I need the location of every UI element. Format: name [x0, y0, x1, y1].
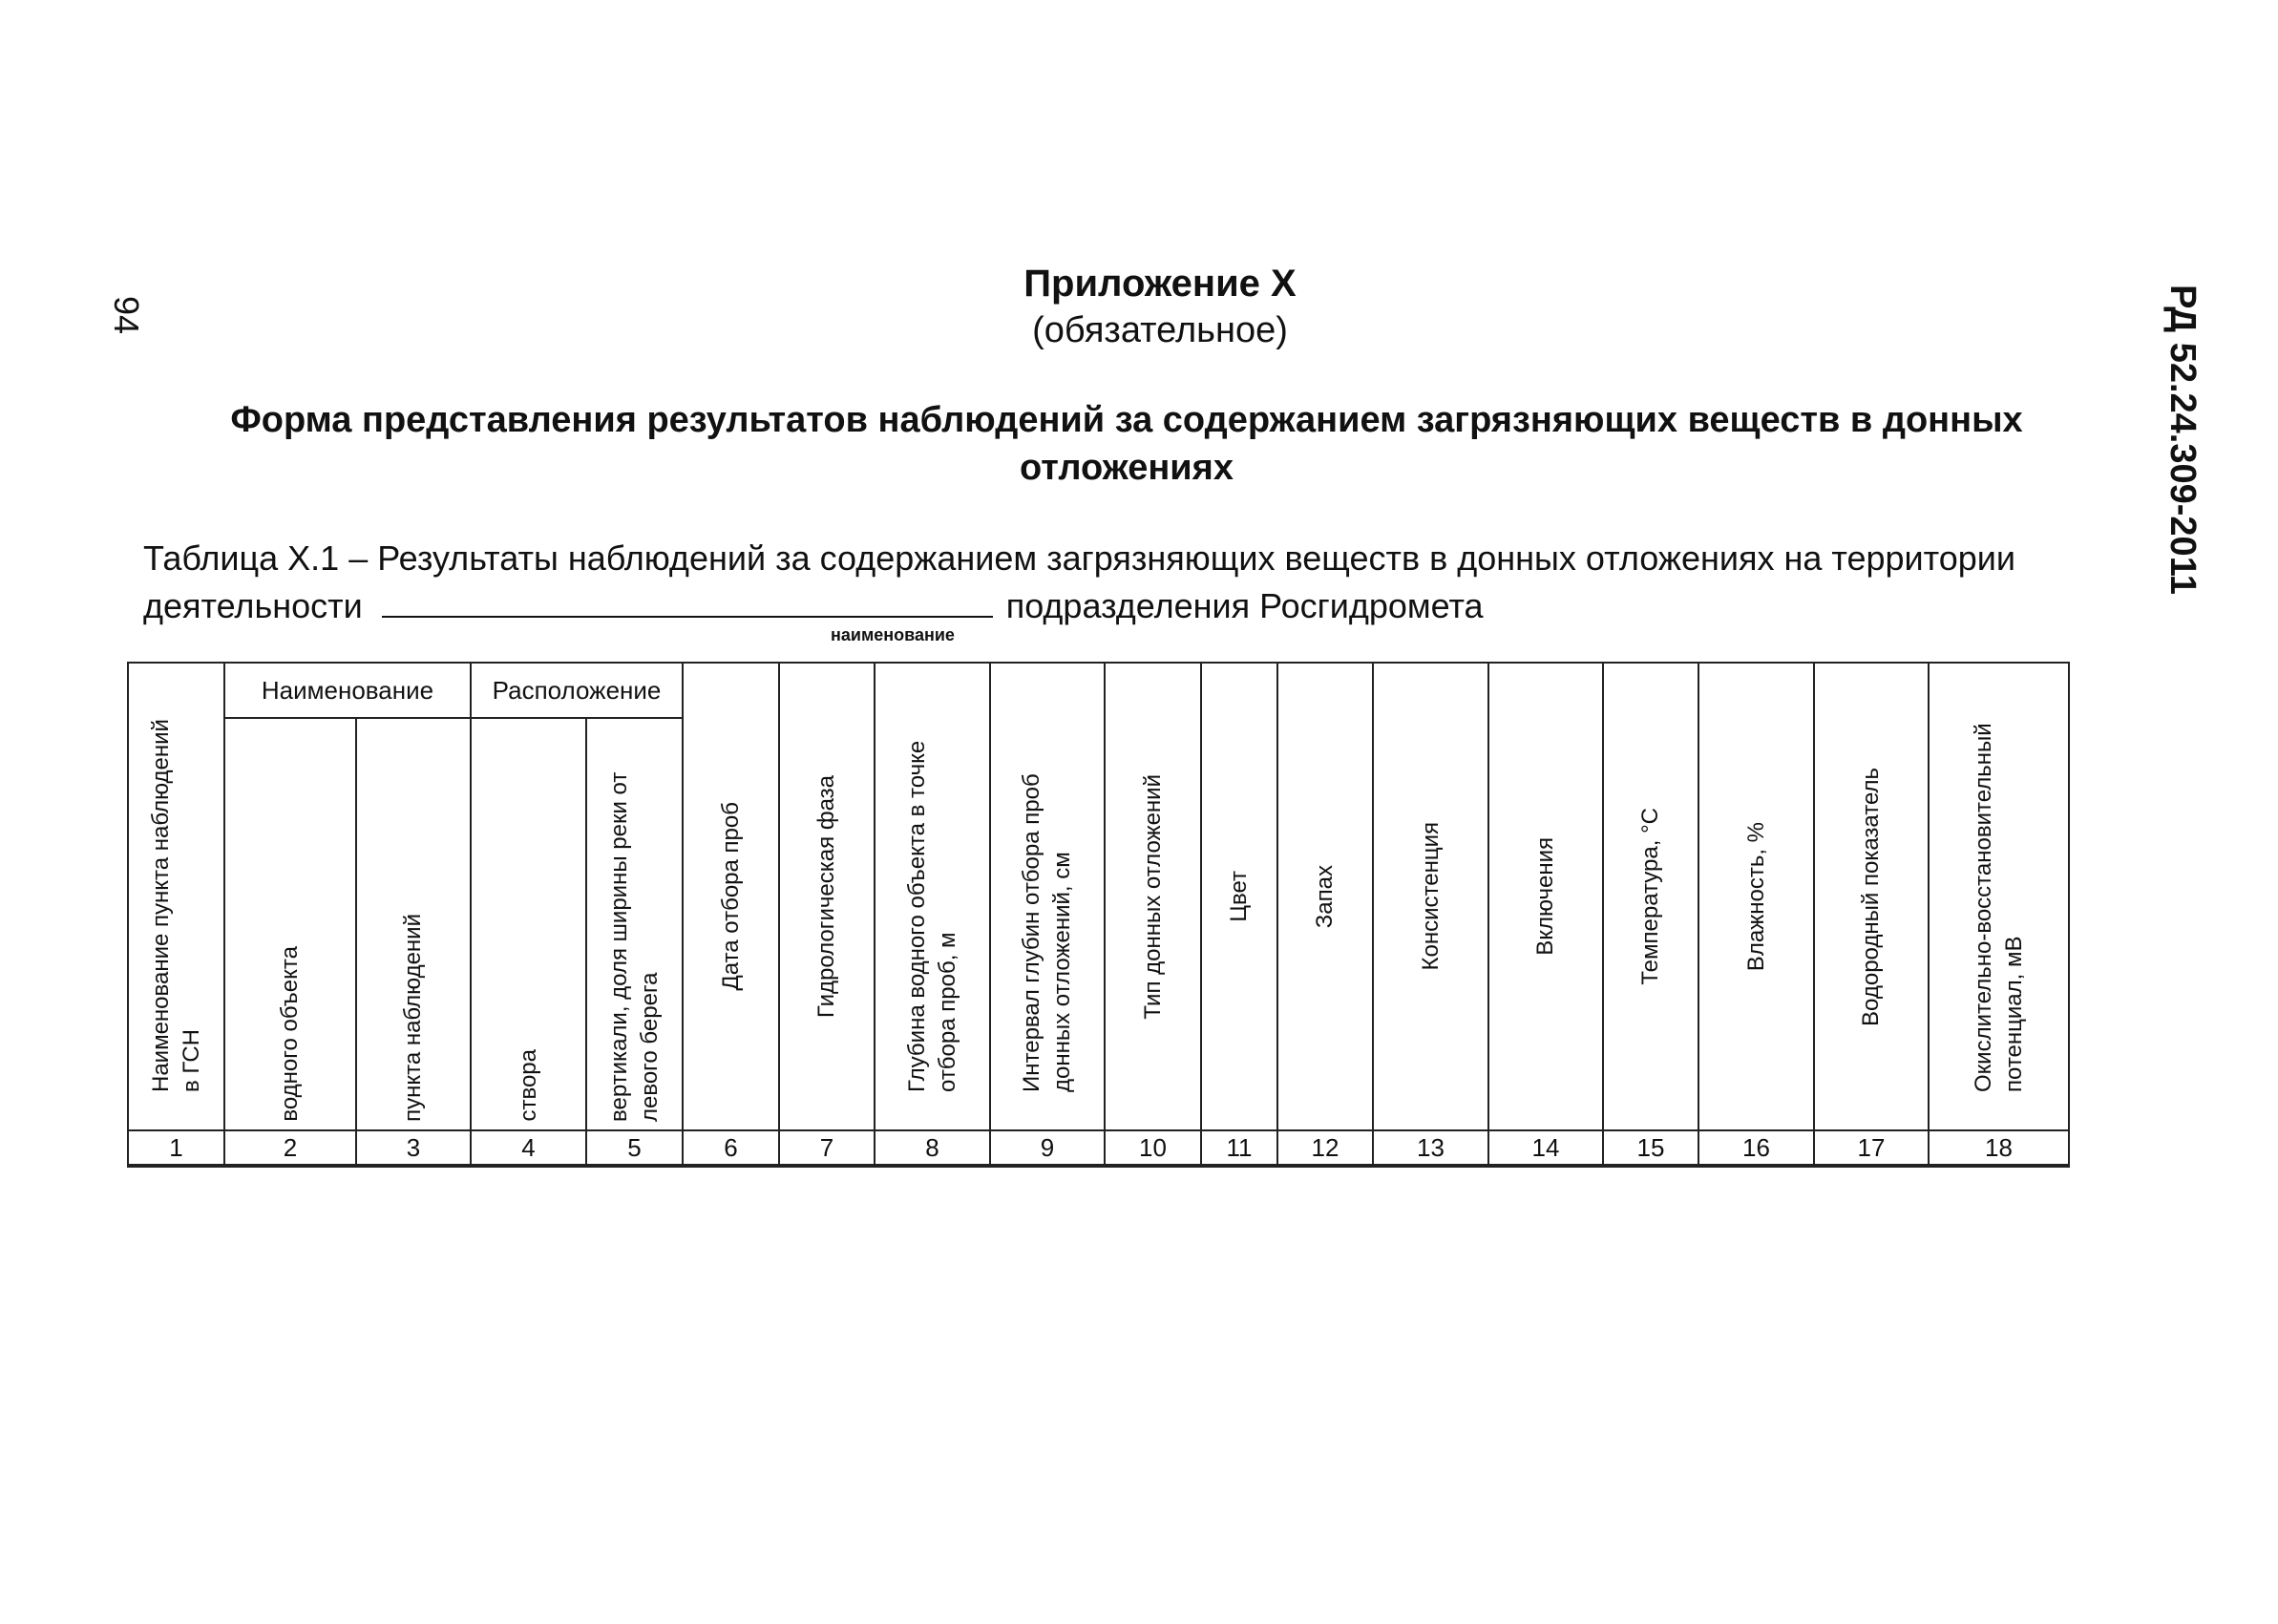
column-header: Тип донных отложений	[1105, 663, 1201, 1130]
column-number: 1	[128, 1130, 224, 1166]
column-number: 10	[1105, 1130, 1201, 1166]
column-number: 12	[1277, 1130, 1373, 1166]
column-header: Гидрологическая фаза	[779, 663, 875, 1130]
column-header: Окислительно-восстановительный потенциал, мВ	[1929, 663, 2069, 1130]
column-header: Температура, °С	[1603, 663, 1698, 1130]
document-code: РД 52.24.309-2011	[2162, 284, 2203, 595]
column-number: 16	[1698, 1130, 1814, 1166]
column-number: 15	[1603, 1130, 1698, 1166]
column-number: 13	[1373, 1130, 1488, 1166]
caption-blank-label: наименование	[831, 625, 955, 644]
column-number: 17	[1814, 1130, 1929, 1166]
column-header: Влажность, %	[1698, 663, 1814, 1130]
appendix-note: (обязательное)	[1032, 310, 1288, 350]
page-number: 94	[107, 295, 146, 335]
column-number: 7	[779, 1130, 875, 1166]
column-header: Водородный показатель	[1814, 663, 1929, 1130]
column-number: 11	[1201, 1130, 1277, 1166]
column-number: 9	[990, 1130, 1105, 1166]
column-header: Глубина водного объекта в точке отбора проб, м	[875, 663, 990, 1130]
column-header: створа	[471, 718, 586, 1130]
column-header: Консистенция	[1373, 663, 1488, 1130]
column-number: 4	[471, 1130, 586, 1166]
appendix-title: Приложение Х	[1023, 263, 1297, 305]
column-header: водного объекта	[224, 718, 356, 1130]
results-table	[127, 662, 2070, 1168]
column-number: 5	[586, 1130, 683, 1166]
column-number: 18	[1929, 1130, 2069, 1166]
form-title: Форма представления результатов наблюдений за содержанием загрязняющих веществ в донных отложениях	[230, 400, 2023, 488]
column-number: 2	[224, 1130, 356, 1166]
caption-blank-line	[382, 587, 993, 618]
column-header: Цвет	[1201, 663, 1277, 1130]
column-number: 6	[683, 1130, 779, 1166]
table-group-row	[128, 663, 2069, 718]
group-header-location: Расположение	[471, 663, 683, 718]
column-header: Интервал глубин отбора проб донных отложений, см	[990, 663, 1105, 1130]
column-header: Запах	[1277, 663, 1373, 1130]
caption-text-after: подразделения Росгидромета	[1005, 586, 1484, 625]
table-caption	[143, 535, 2110, 630]
group-header-name: Наименование	[224, 663, 471, 718]
column-header: Дата отбора проб	[683, 663, 779, 1130]
column-number: 8	[875, 1130, 990, 1166]
caption-text-before: Таблица Х.1 – Результаты наблюдений за содержанием загрязняющих веществ в донных отложениях на территории деятельности	[143, 538, 2015, 625]
column-header: Наименование пункта наблюдений в ГСН	[128, 663, 224, 1130]
column-header: Включения	[1488, 663, 1603, 1130]
column-number: 3	[356, 1130, 471, 1166]
column-header: пункта наблюдений	[356, 718, 471, 1130]
column-header: вертикали, доля ширины реки от левого берега	[586, 718, 683, 1130]
column-number-row	[128, 1130, 2069, 1166]
column-number: 14	[1488, 1130, 1603, 1166]
